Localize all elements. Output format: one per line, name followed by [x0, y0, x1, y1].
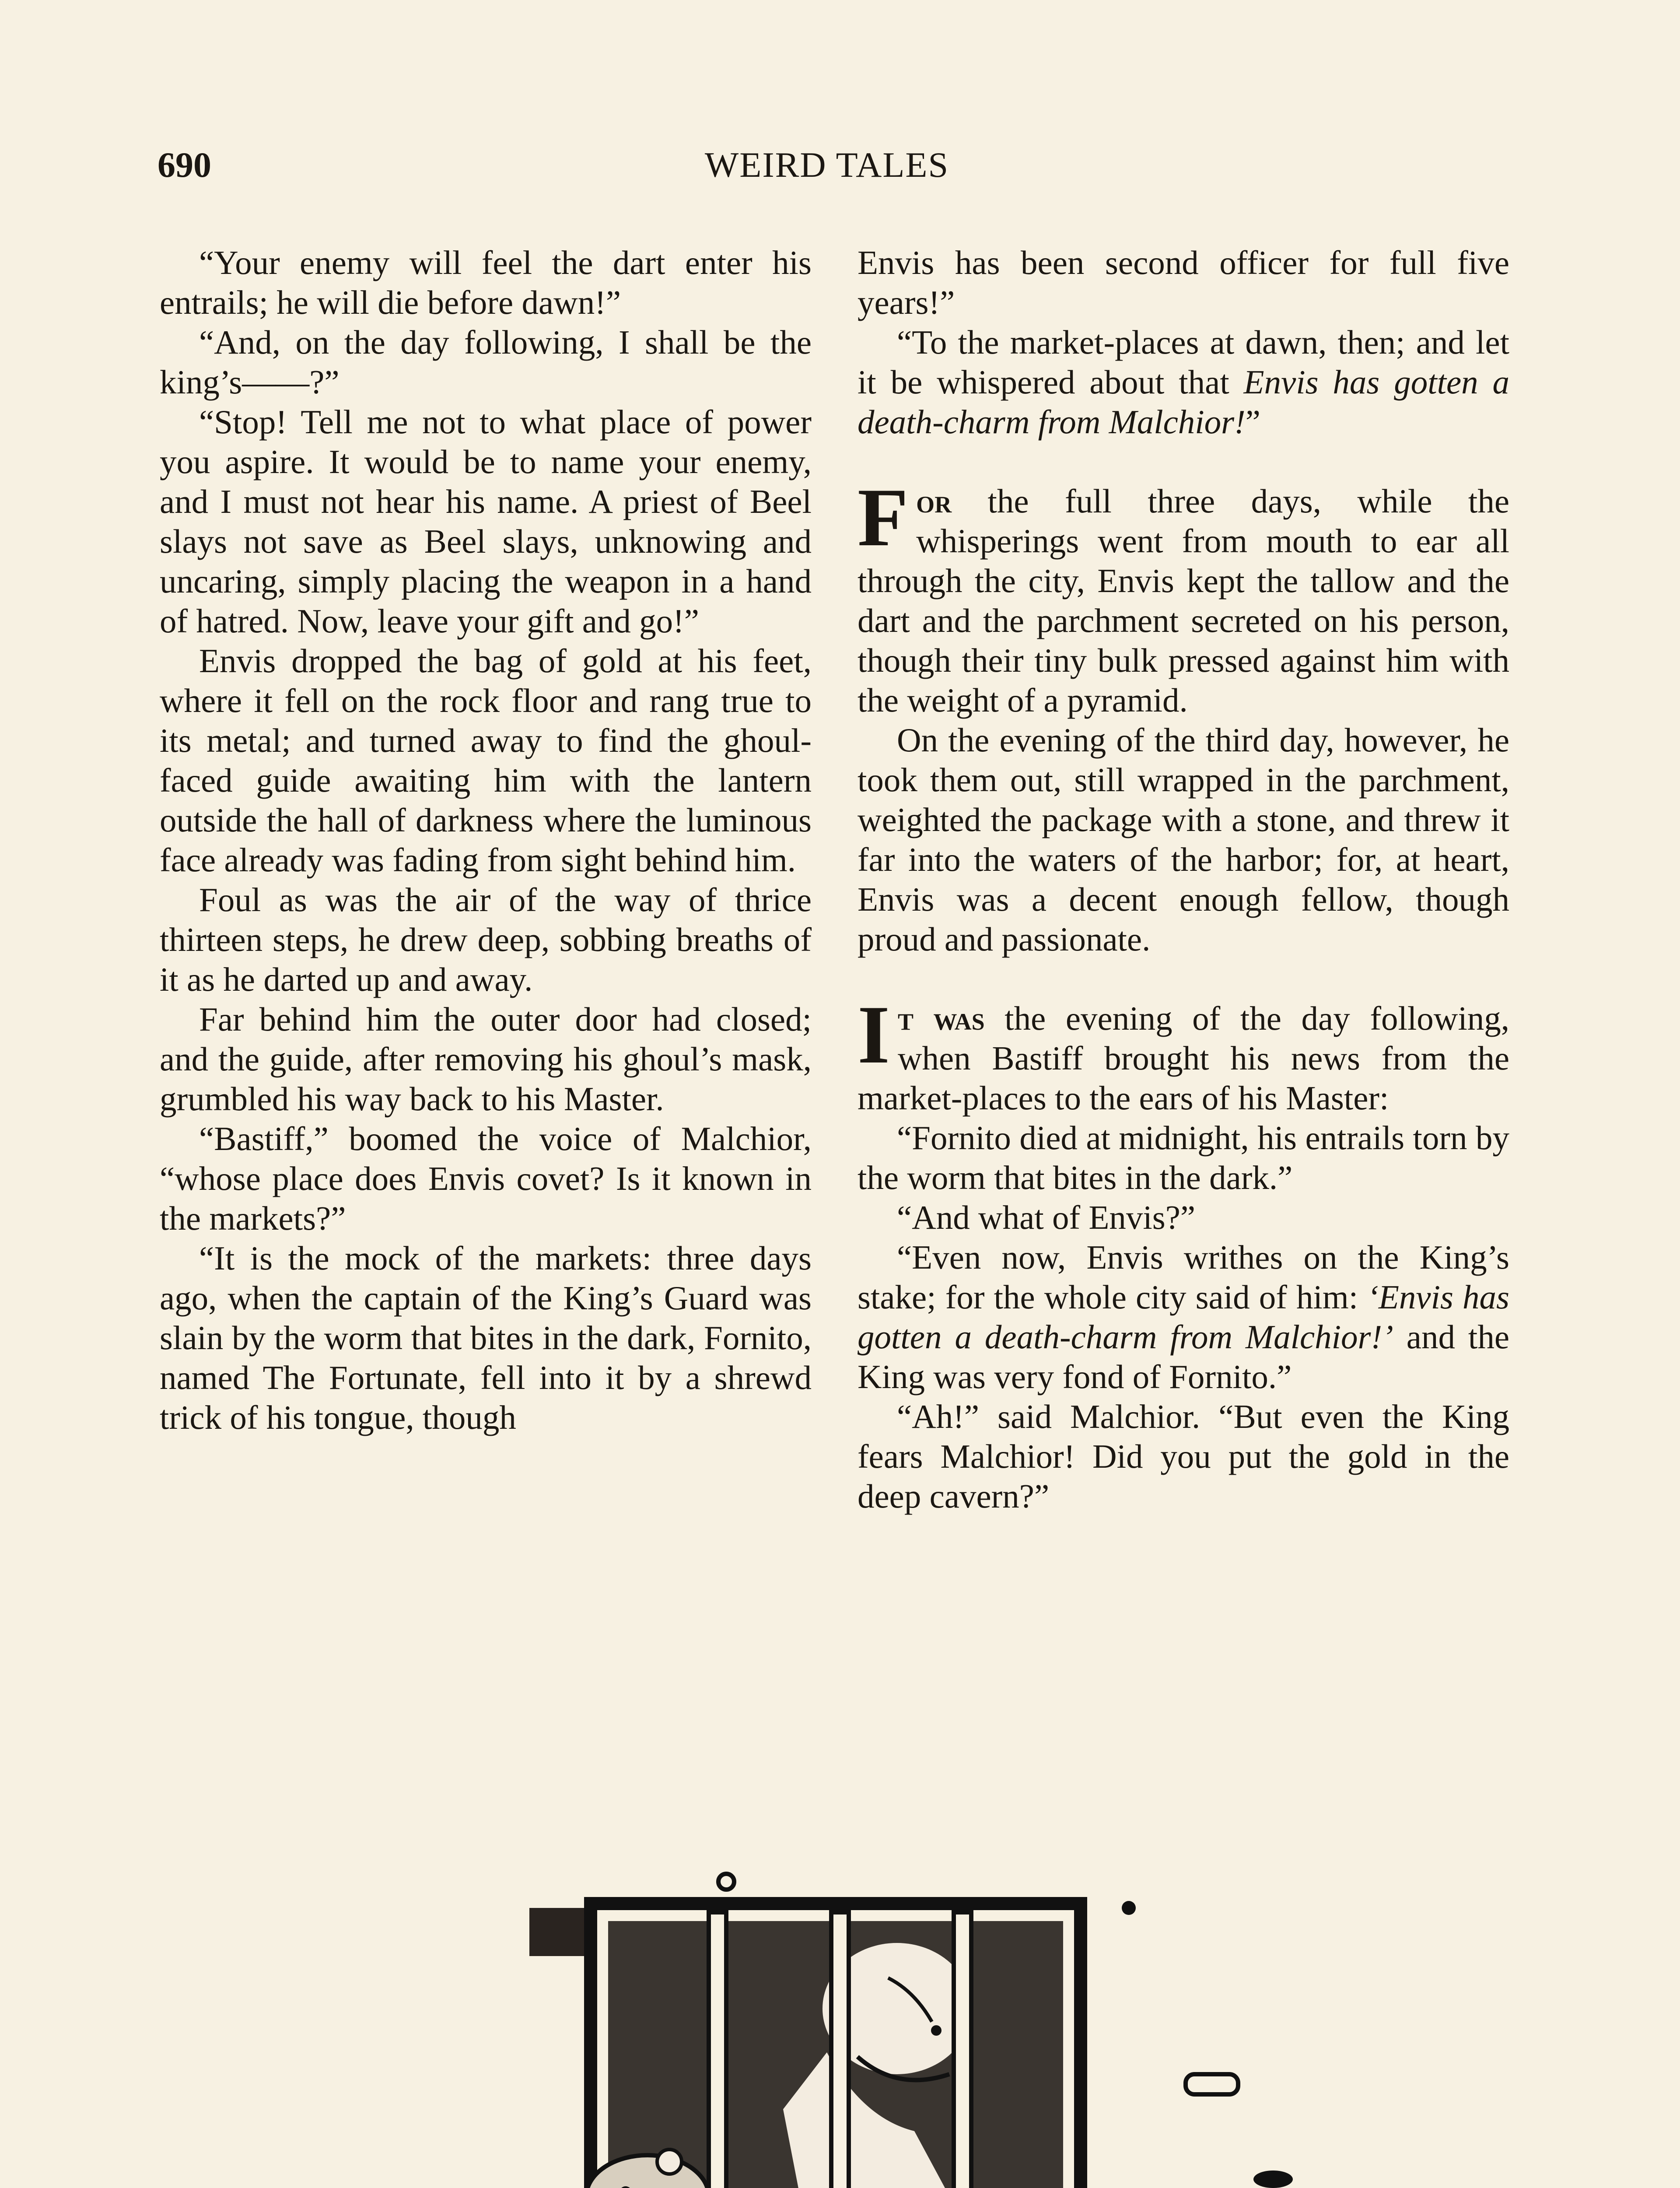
right-column [858, 243, 1509, 1516]
page-number: 690 [158, 145, 211, 185]
small-caps-lead: or [916, 482, 952, 520]
paragraph: “Stop! Tell me not to what place of power you aspire. It would be to name your enemy, and I must not hear his name. A priest of Beel slays not save as Beel slays, unknowing and uncaring, simply placing the weapon in a hand of hatred. Now, leave your gift and go!” [160, 403, 812, 640]
paragraph: On the evening of the third day, however, he took them out, still wrapped in the parchment, weighted the package with a stone, and threw it far into the waters of the harbor; for, at heart, Envis was a decent enough fellow, though proud and passionate. [858, 721, 1509, 958]
paragraph-text: the evening of the day following, when Bastiff brought his news from the market-places to the ears of his Master: [858, 999, 1509, 1117]
page-header [149, 144, 1505, 193]
drop-cap: I [858, 989, 890, 1081]
paragraph-text: and the King was very fond of Fornito.” [858, 1318, 1509, 1396]
running-title: WEIRD TALES [704, 145, 949, 185]
paragraph-text: “Even now, Envis writhes on the King’s stake; for the whole city said of him: [858, 1238, 1509, 1316]
drop-cap: F [858, 472, 909, 564]
paragraph: “Ah!” said Malchior. “But even the King fears Malchior! Did you put the gold in the deep cavern?” [858, 1398, 1509, 1515]
italic-text: Envis has gotten a death-charm from Malchior! [858, 363, 1509, 441]
paragraph: “Fornito died at midnight, his entrails torn by the worm that bites in the dark.” [858, 1119, 1509, 1196]
section-start-paragraph [858, 472, 1509, 720]
paragraph: Envis dropped the bag of gold at his feet, where it fell on the rock floor and rang true to its metal; and turned away to find the ghoul-faced guide awaiting him with the lantern outside the hall of darkness where the luminous face already was fading from sight behind him. [160, 642, 812, 879]
paragraph [858, 1238, 1509, 1397]
paragraph: Far behind him the outer door had closed; and the guide, after removing his ghoul’s mask, grumbled his way back to his Master. [160, 1000, 812, 1118]
caged-man-illustration [144, 1847, 1501, 2188]
paragraph-text: the full three days, while the whisperings went from mouth to ear all through the city, Envis kept the tallow and the dart and the parchment secreted on his person, though their tiny bulk pressed against him with the weight of a pyramid. [858, 482, 1509, 719]
small-caps-lead: t was [897, 999, 985, 1037]
paragraph-text: ” [1245, 403, 1260, 441]
paragraph-text: “To the market-places at dawn, then; and let it be whispered about that [858, 323, 1509, 401]
paragraph [858, 323, 1509, 442]
left-column [160, 243, 812, 1438]
section-start-paragraph [858, 989, 1509, 1118]
paragraph: “Bastiff,” boomed the voice of Malchior, “whose place does Envis covet? Is it known in the markets?” [160, 1120, 812, 1237]
paragraph: “It is the mock of the markets: three days ago, when the captain of the King’s Guard was slain by the worm that bites in the dark, Fornito, named The Fortunate, fell into it by a shrewd trick of his tongue, though [160, 1239, 812, 1436]
paragraph: “And what of Envis?” [897, 1199, 1196, 1236]
paragraph: Foul as was the air of the way of thrice thirteen steps, he drew deep, sobbing breaths of it as he darted up and away. [160, 881, 812, 998]
paragraph: Envis has been second officer for full five years!” [858, 244, 1509, 321]
italic-text: ‘Envis has gotten a death-charm from Malchior!’ [858, 1278, 1509, 1356]
paragraph: “And, on the day following, I shall be the king’s——?” [160, 323, 812, 401]
paragraph: “Your enemy will feel the dart enter his entrails; he will die before dawn!” [160, 244, 812, 321]
